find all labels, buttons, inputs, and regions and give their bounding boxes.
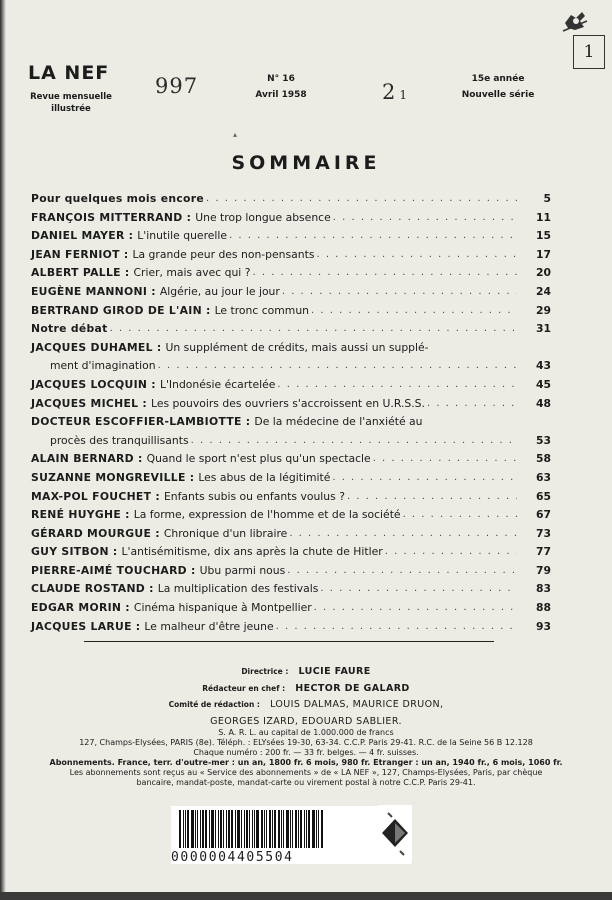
toc-entry: SUZANNE MONGREVILLE : Les abus de la légitimité . . . 63 xyxy=(31,469,551,488)
divider xyxy=(84,641,494,642)
legal-notice: S. A. R. L. au capital de 1.000.000 de francs 127, Champs-Elysées, PARIS (8e). Téléph. : ELYsées 19-30, 63-34. C.C.P. Paris 29-41. R.C. de la Seine 56 B 12.128 Chaque numéro : 200 fr. — 33 fr. belges. — 4 fr. suisses. Abonnements. France, terr. d'outre-mer : un an, 1800 fr. 6 mois, 980 fr. Etranger : un an, 1940 fr., 6 mois, 1060 fr. Les abonnements sont reçus au « Service des abonnements » de « LA NEF », 127, Champs-Elysées, Paris, par chèque bancaire, mandat-poste, mandat-carte ou virement postal à notre C.C.P. Paris 29-41. xyxy=(49,728,563,787)
barcode-bar xyxy=(252,810,253,848)
barcode-bar xyxy=(318,810,319,848)
masthead xyxy=(28,62,114,115)
barcode-bar xyxy=(246,810,248,848)
handwritten-mark: 2 1 xyxy=(382,80,408,104)
barcode-bar xyxy=(274,810,276,848)
barcode-bar xyxy=(281,810,282,848)
toc-entry: GÉRARD MOURGUE : Chronique d'un libraire . . . 73 xyxy=(31,525,551,544)
barcode-bar xyxy=(256,810,259,848)
barcode-bar xyxy=(272,810,273,848)
barcode-bar xyxy=(312,810,315,848)
handwritten-catalog-number: 997 xyxy=(155,74,199,98)
toc-entry-continuation: ment d'imagination . . . 43 xyxy=(31,357,551,376)
toc-entry-continuation: procès des tranquillisants . . . 53 xyxy=(31,432,551,451)
shelf-mark-box: 1 xyxy=(573,35,605,69)
issue-date: Avril 1958 xyxy=(255,90,307,100)
barcode-bar xyxy=(278,810,280,848)
toc-entry: PIERRE-AIMÉ TOUCHARD : Ubu parmi nous . . . 79 xyxy=(31,562,551,581)
director-name: LUCIE FAURE xyxy=(298,666,371,677)
toc-entry: GUY SITBON : L'antisémitisme, dix ans après la chute de Hitler . . . 77 xyxy=(31,543,551,562)
barcode-bar xyxy=(211,810,214,848)
barcode-bar xyxy=(266,810,267,848)
print-mark-icon: ▴ xyxy=(233,130,238,139)
barcode-bar xyxy=(308,810,310,848)
barcode-bar xyxy=(185,810,186,848)
barcode-bar xyxy=(292,810,293,848)
magazine-title: LA NEF xyxy=(28,62,110,84)
series-info xyxy=(458,71,538,103)
barcode-bar xyxy=(200,810,201,848)
barcode-bar xyxy=(298,810,299,848)
scan-bottom-edge xyxy=(0,892,612,900)
barcode-bar xyxy=(183,810,184,848)
issue-info xyxy=(246,71,316,103)
toc-entry: JACQUES LARUE : Le malheur d'être jeune . . . 93 xyxy=(31,618,551,637)
library-stamp-icon xyxy=(562,9,588,33)
barcode-bar xyxy=(254,810,255,848)
committee-line: GEORGES IZARD, EDOUARD SABLIER. xyxy=(210,715,402,727)
barcode-bar xyxy=(321,810,323,848)
barcode-bar xyxy=(241,810,242,848)
barcode-bar xyxy=(290,810,291,848)
toc-entry: JACQUES DUHAMEL : Un supplément de crédits, mais aussi un supplé- xyxy=(31,340,429,354)
toc-entry: EUGÈNE MANNONI : Algérie, au jour le jour . . . 24 xyxy=(31,283,551,302)
committee-label: Comité de rédaction : xyxy=(168,700,260,709)
toc-entry: Notre débat . . . 31 xyxy=(31,320,551,339)
toc-entry: ALBERT PALLE : Crier, mais avec qui ? . . . 20 xyxy=(31,264,551,283)
barcode-bar xyxy=(205,810,207,848)
barcode-bar xyxy=(223,810,224,848)
barcode-bar xyxy=(286,810,289,848)
barcode-bar xyxy=(249,810,250,848)
toc-entry: JACQUES MICHEL : Les pouvoirs des ouvriers s'accroissent en U.R.S.S. . . . 48 xyxy=(31,395,551,414)
barcode-bar xyxy=(215,810,216,848)
page-title: SOMMAIRE xyxy=(231,152,381,174)
barcode-bar xyxy=(197,810,198,848)
barcode-bar xyxy=(306,810,307,848)
toc-entry: CLAUDE ROSTAND : La multiplication des festivals . . . 83 xyxy=(31,580,551,599)
series-label: Nouvelle série xyxy=(461,90,535,100)
barcode-bar xyxy=(228,810,230,848)
toc-entry: BERTRAND GIROD DE L'AIN : Le tronc commun . . . 29 xyxy=(31,302,551,321)
editorial-credits xyxy=(0,662,612,728)
toc-entry: FRANÇOIS MITTERRAND : Une trop longue absence . . . 11 xyxy=(31,209,551,228)
barcode-bar xyxy=(269,810,271,848)
toc-entry: DANIEL MAYER : L'inutile querelle . . . 15 xyxy=(31,227,551,246)
barcode-digits: 0000004405504 xyxy=(171,850,294,865)
toc-entry: DOCTEUR ESCOFFIER-LAMBIOTTE : De la médecine de l'anxiété au xyxy=(31,415,423,429)
barcode-bar xyxy=(187,810,189,848)
toc-entry: ALAIN BERNARD : Quand le sport n'est plus qu'un spectacle . . . 58 xyxy=(31,450,551,469)
barcode-bar xyxy=(237,810,240,848)
toc-entry: RENÉ HUYGHE : La forme, expression de l'homme et de la société . . . 67 xyxy=(31,506,551,525)
magazine-subtitle: Revue mensuelle illustrée xyxy=(30,92,112,114)
barcode-bar xyxy=(202,810,204,848)
barcode-bar xyxy=(195,810,196,848)
series-year: 15e année xyxy=(471,74,525,84)
issue-number: N° 16 xyxy=(267,74,295,84)
barcode-bar xyxy=(316,810,317,848)
barcode xyxy=(171,806,411,864)
barcode-bar xyxy=(191,810,194,848)
library-logo-icon xyxy=(378,805,412,863)
barcode-bar xyxy=(231,810,233,848)
barcode-bar xyxy=(295,810,297,848)
barcode-bar xyxy=(218,810,219,848)
barcode-bar xyxy=(179,810,181,848)
barcode-bars xyxy=(179,810,345,848)
toc-entry: Pour quelques mois encore . . . 5 xyxy=(31,190,551,209)
editor-name: HECTOR DE GALARD xyxy=(295,682,410,694)
toc-entry: EDGAR MORIN : Cinéma hispanique à Montpellier . . . 88 xyxy=(31,599,551,618)
toc-entry: JACQUES LOCQUIN : L'Indonésie écartelée . . . 45 xyxy=(31,376,551,395)
editor-label: Rédacteur en chef : xyxy=(202,683,286,693)
barcode-bar xyxy=(304,810,305,848)
table-of-contents xyxy=(31,190,551,636)
director-label: Directrice : xyxy=(241,667,289,676)
barcode-bar xyxy=(300,810,302,848)
toc-entry: MAX-POL FOUCHET : Enfants subis ou enfants voulus ? . . . 65 xyxy=(31,488,551,507)
barcode-bar xyxy=(209,810,210,848)
barcode-bar xyxy=(220,810,222,848)
barcode-bar xyxy=(226,810,227,848)
toc-entry: JEAN FERNIOT : La grande peur des non-pensants . . . 17 xyxy=(31,246,551,265)
committee-line: LOUIS DALMAS, MAURICE DRUON, xyxy=(270,699,444,710)
barcode-bar xyxy=(261,810,263,848)
barcode-bar xyxy=(283,810,284,848)
barcode-bar xyxy=(235,810,236,848)
barcode-bar xyxy=(244,810,245,848)
barcode-bar xyxy=(264,810,265,848)
